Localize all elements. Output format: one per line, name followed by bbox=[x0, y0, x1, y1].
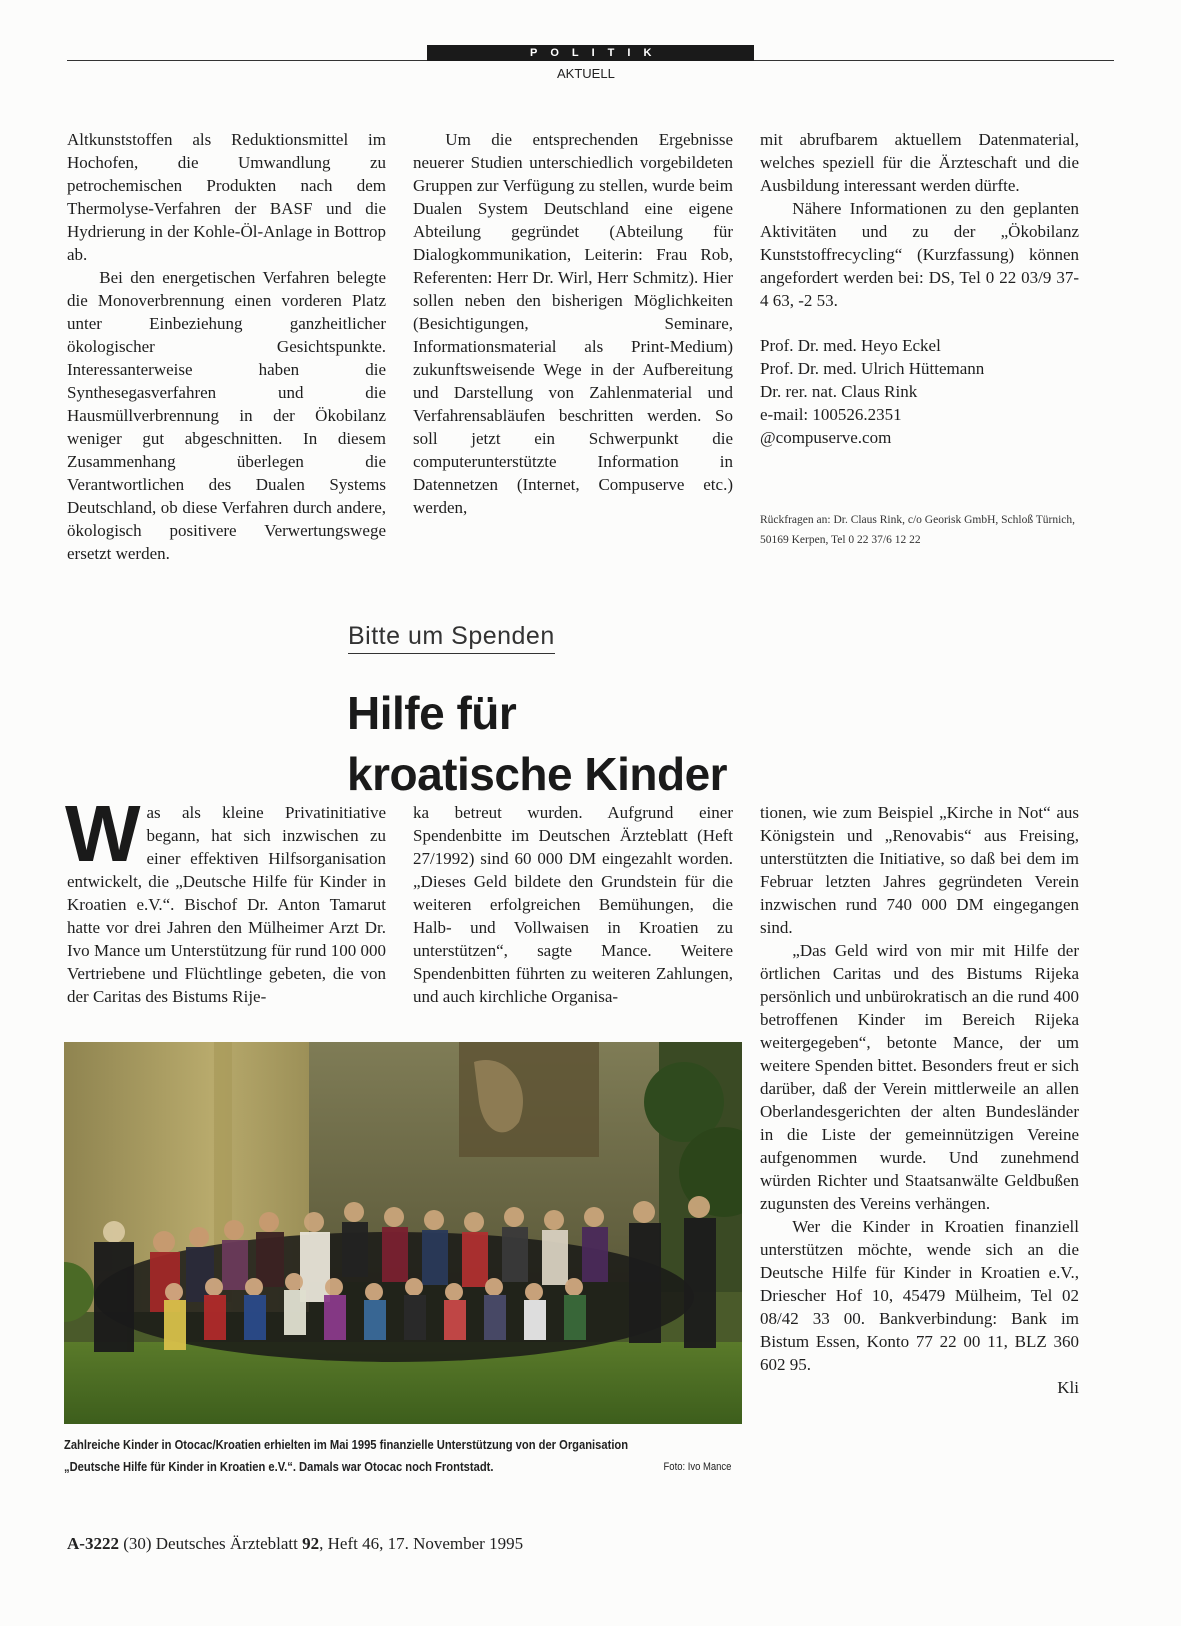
headline-line-1: Hilfe für bbox=[347, 687, 517, 739]
paragraph: Nähere Informationen zu den geplanten Aktivitäten und zu der „Ökobilanz Kunststoffrecycling“ (Kurzfassung) können angefordert werden bei: DS, Tel 0 22 03/9 37-4 63, -2 53. bbox=[760, 199, 1079, 310]
article1-column-1 bbox=[67, 128, 386, 565]
photo-caption bbox=[64, 1434, 732, 1478]
author-email: @compuserve.com bbox=[760, 428, 892, 447]
section-title: POLITIK bbox=[530, 47, 665, 59]
group-photo-image bbox=[64, 1042, 742, 1424]
header-rule-right bbox=[754, 60, 1114, 61]
author-name: Prof. Dr. med. Ulrich Hüttemann bbox=[760, 359, 985, 378]
paragraph: mit abrufbarem aktuellem Datenmaterial, welches speziell für die Ärzteschaft und die Ausbildung interessant werden dürfte. bbox=[760, 130, 1079, 195]
spacer bbox=[760, 312, 1079, 334]
contact-note: Rückfragen an: Dr. Claus Rink, c/o Georisk GmbH, Schloß Türnich, 50169 Kerpen, Tel 0 22 37/6 12 22 bbox=[760, 514, 1076, 546]
article-kicker: Bitte um Spenden bbox=[348, 622, 555, 654]
article2-column-2 bbox=[413, 801, 733, 1008]
article-headline bbox=[347, 683, 727, 805]
author-email: e-mail: 100526.2351 bbox=[760, 405, 902, 424]
paragraph: „Das Geld wird von mir mit Hilfe der örtlichen Caritas und des Bistums Rijeka persönlich und unbürokratisch an die rund 400 betroffenen Kinder im Bereich Rijeka weitergegeben“, betonte Mance, der um weitere Spenden bittet. Besonders freut er sich darüber, daß der Verein mittlerweile an allen Oberlandesgerichten der alten Bundesländer in die Liste der gemeinnützigen Vereine aufgenommen wurde. Und zunehmend würden Richter und Staatsanwälte Geldbußen zugunsten des Vereins verhängen. bbox=[760, 941, 1079, 1213]
author-name: Dr. rer. nat. Claus Rink bbox=[760, 382, 918, 401]
author-name: Prof. Dr. med. Heyo Eckel bbox=[760, 336, 941, 355]
page-footer bbox=[67, 1534, 523, 1554]
page-code: A-3222 bbox=[67, 1534, 119, 1553]
volume-number: 92 bbox=[302, 1534, 320, 1553]
footer-text-2: , Heft 46, 17. November 1995 bbox=[319, 1534, 524, 1553]
paragraph: Bei den energetischen Verfahren belegte die Monoverbrennung einen vorderen Platz unter Einbeziehung ganzheitlicher ökologischer Gesichtspunkte. Interessanterweise haben die Synthesegasverfahren und die Hausmüllverbrennung in der Ökobilanz weniger gut abgeschnitten. In diesem Zusammenhang überlegen die Verantwortlichen des Dualen Systems Deutschland, ob diese Verfahren durch andere, ökologisch positivere Verwertungswege ersetzt werden. bbox=[67, 268, 386, 563]
article2-column-1 bbox=[65, 789, 386, 1008]
drop-cap: W bbox=[65, 789, 141, 878]
article2-column-3 bbox=[760, 801, 1079, 1399]
paragraph: Wer die Kinder in Kroatien finanziell unterstützen möchte, wende sich an die Deutsche Hilfe für Kinder in Kroatien e.V., Driescher Hof 10, 45479 Mülheim, Tel 02 08/42 33 00. Bankverbindung: Bank im Bistum Essen, Konto 77 22 00 11, BLZ 360 602 95. bbox=[760, 1217, 1079, 1374]
footer-text-1: (30) Deutsches Ärzteblatt bbox=[118, 1534, 303, 1553]
paragraph: Altkunststoffen als Reduktionsmittel im Hochofen, die Umwandlung zu petrochemischen Produkten nach dem Thermolyse-Verfahren der BASF und die Hydrierung in der Kohle-Öl-Anlage in Bottrop ab. bbox=[67, 130, 386, 264]
caption-line-1: Zahlreiche Kinder in Otocac/Kroatien erhielten im Mai 1995 finanzielle Unterstützung von der Organisation bbox=[64, 1437, 629, 1452]
subsection-title: AKTUELL bbox=[557, 66, 615, 81]
header-rule-left bbox=[67, 60, 427, 61]
author-list bbox=[760, 334, 1079, 449]
paragraph: tionen, wie zum Beispiel „Kirche in Not“ aus Königstein und „Renovabis“ aus Freising, unterstützten die Initiative, so daß bei dem im Februar letzten Jahres gegründeten Verein inzwischen rund 740 000 DM eingegangen sind. bbox=[760, 803, 1079, 937]
paragraph: Um die entsprechenden Ergebnisse neuerer Studien unterschiedlich vorgebildeten Gruppen zur Verfügung zu stellen, wurde beim Dualen System Deutschland eine eigene Abteilung gegründet (Abteilung für Dialogkommunikation, Leiterin: Frau Rob, Referenten: Herr Dr. Wirl, Herr Schmitz). Hier sollen neben den bisherigen Möglichkeiten (Besichtigungen, Seminare, Informationsmaterial als Print-Medium) zukunftsweisende Wege in der Aufbereitung und Darstellung von Zahlenmaterial und Verfahrensabläufen beschritten werden. So soll jetzt ein Schwerpunkt die computerunterstützte Information in Datennetzen (Internet, Compuserve etc.) werden, bbox=[413, 130, 733, 517]
photo-credit: Foto: Ivo Mance bbox=[663, 1461, 732, 1473]
paragraph: ka betreut wurden. Aufgrund einer Spendenbitte im Deutschen Ärzteblatt (Heft 27/1992) sind 60 000 DM eingezahlt worden. „Dieses Geld bildete den Grundstein für die weiteren erfolgreichen Bemühungen, die Halb- und Vollwaisen in Kroatien zu unterstützen“, sagte Mance. Weitere Spendenbitten führten zu weiteren Zahlungen, und auch kirchliche Organisa- bbox=[413, 803, 733, 1006]
article1-column-2 bbox=[413, 128, 733, 519]
author-initials: Kli bbox=[1057, 1378, 1079, 1397]
caption-line-2: „Deutsche Hilfe für Kinder in Kroatien e.V.“. Damals war Otocac noch Frontstadt. bbox=[64, 1459, 494, 1474]
headline-line-2: kroatische Kinder bbox=[347, 748, 728, 800]
article1-column-3 bbox=[760, 128, 1079, 449]
paragraph: as als kleine Privatinitiative begann, hat sich inzwischen zu einer effektiven Hilfsorganisation entwickelt, die „Deutsche Hilfe für Kinder in Kroatien e.V.“. Bischof Dr. Anton Tamarut hatte vor drei Jahren den Mülheimer Arzt Dr. Ivo Mance um Unterstützung für rund 100 000 Vertriebene und Flüchtlinge gebeten, die von der Caritas des Bistums Rije- bbox=[67, 803, 386, 1006]
group-photo bbox=[64, 1042, 742, 1424]
